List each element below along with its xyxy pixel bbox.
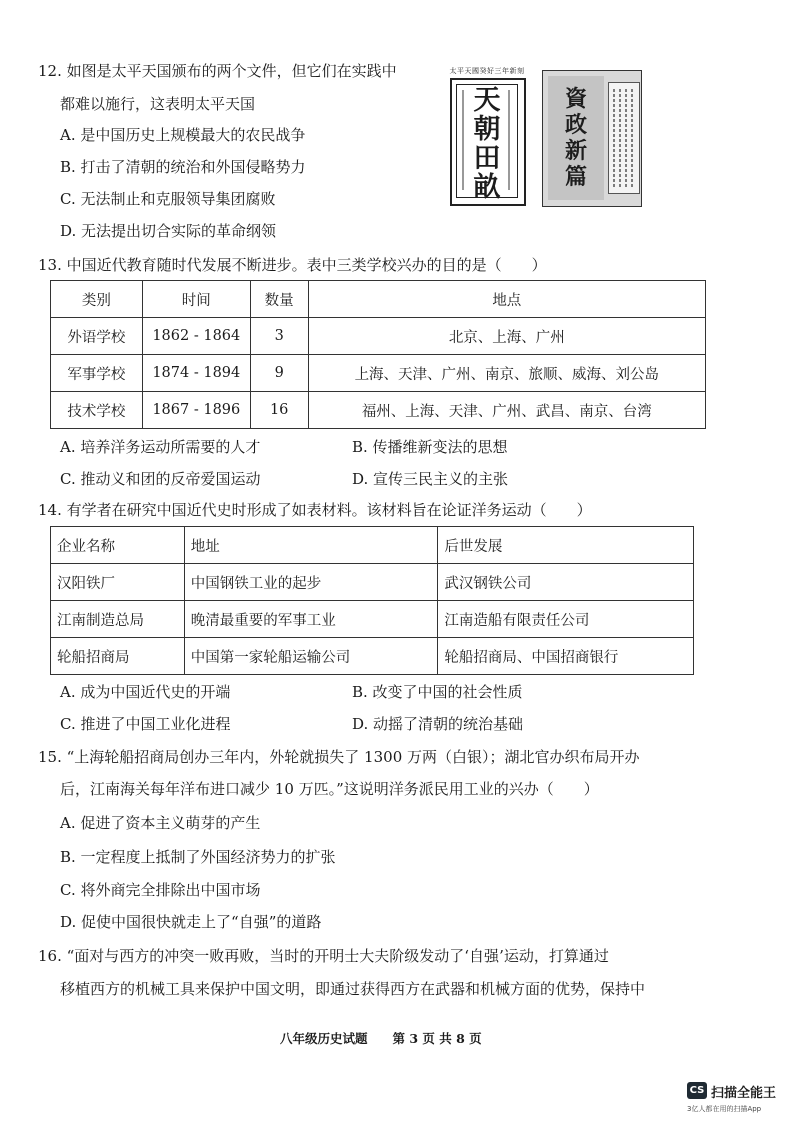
doc1-char: 田 [473, 143, 501, 174]
page-footer: 八年级历史试题 第 3 页 共 8 页 [280, 1031, 482, 1046]
doc1-header: 太平天國癸好三年新刻 [449, 67, 525, 75]
q14-option-b: B. 改变了中国的社会性质 [352, 683, 523, 701]
q14-option-d: D. 动摇了清朝的统治基础 [352, 715, 524, 733]
doc1-char: 畝 [473, 172, 501, 203]
table-cell: 江南造船有限责任公司 [438, 601, 694, 638]
table-header-cell: 数量 [250, 281, 308, 318]
table-header-cell: 地址 [184, 527, 438, 564]
table-header-row [51, 281, 706, 318]
table-row [51, 564, 694, 601]
table-cell: 武汉钢铁公司 [438, 564, 694, 601]
doc2-char: 篇 [564, 164, 587, 190]
table-cell: 福州、上海、天津、广州、武昌、南京、台湾 [308, 392, 705, 429]
doc1-side-strip [504, 90, 514, 190]
table-cell: 北京、上海、广州 [308, 318, 705, 355]
doc2-text-page [608, 82, 640, 194]
table-cell: 中国钢铁工业的起步 [184, 564, 438, 601]
doc1-char: 天 [473, 85, 501, 116]
table-header-cell: 地点 [308, 281, 705, 318]
q12-option-c: C. 无法制止和克服领导集团腐败 [60, 190, 276, 208]
q15-option-c: C. 将外商完全排除出中国市场 [60, 881, 261, 899]
q15-option-b: B. 一定程度上抵制了外国经济势力的扩张 [60, 848, 336, 866]
q14-option-a: A. 成为中国近代史的开端 [60, 683, 231, 701]
q13-table [50, 280, 706, 429]
q15-option-a: A. 促进了资本主义萌芽的产生 [60, 814, 261, 832]
table-cell: 1874 - 1894 [142, 355, 250, 392]
table-cell: 晚清最重要的军事工业 [184, 601, 438, 638]
doc1-char: 朝 [473, 114, 501, 145]
q15-stem-line1: 15. “上海轮船招商局创办三年内，外轮就损失了 1300 万两（白银）；湖北官办织布局开办 [38, 748, 640, 766]
table-cell: 江南制造总局 [51, 601, 185, 638]
table-header-cell: 时间 [142, 281, 250, 318]
table-header-cell: 企业名称 [51, 527, 185, 564]
q12-stem-line1: 12. 如图是太平天国颁布的两个文件，但它们在实践中 [38, 62, 397, 80]
q13-option-c: C. 推动义和团的反帝爱国运动 [60, 470, 261, 488]
table-cell: 16 [250, 392, 308, 429]
table-row [51, 392, 706, 429]
table-header-cell: 类别 [51, 281, 143, 318]
q15-stem-line2: 后，江南海关每年洋布进口减少 10 万匹。”这说明洋务派民用工业的兴办（ ） [60, 780, 599, 798]
q13-option-d: D. 宣传三民主义的主张 [352, 470, 509, 488]
watermark-name: 扫描全能王 [711, 1086, 777, 1101]
table-cell: 军事学校 [51, 355, 143, 392]
table-row [51, 355, 706, 392]
table-row [51, 318, 706, 355]
q16-stem-line2: 移植西方的机械工具来保护中国文明，即通过获得西方在武器和机械方面的优势，保持中 [60, 980, 646, 998]
q12-option-a: A. 是中国历史上规模最大的农民战争 [60, 126, 306, 144]
q12-option-b: B. 打击了清朝的统治和外国侵略势力 [60, 158, 306, 176]
q12-stem-line2: 都难以施行，这表明太平天国 [60, 95, 256, 113]
q15-option-d: D. 促使中国很快就走上了“自强”的道路 [60, 913, 322, 931]
table-cell: 汉阳铁厂 [51, 564, 185, 601]
doc1-side-strip-left [458, 90, 468, 190]
table-cell: 技术学校 [51, 392, 143, 429]
table-header-row [51, 527, 694, 564]
q14-stem: 14. 有学者在研究中国近代史时形成了如表材料。该材料旨在论证洋务运动（ ） [38, 501, 592, 519]
q12-figure [444, 60, 644, 210]
q13-stem: 13. 中国近代教育随时代发展不断进步。表中三类学校兴办的目的是（ ） [38, 256, 547, 274]
table-cell: 中国第一家轮船运输公司 [184, 638, 438, 675]
doc2-title [558, 86, 594, 190]
table-cell: 轮船招商局 [51, 638, 185, 675]
watermark-tagline: 3亿人都在用的扫描App [687, 1105, 762, 1113]
q13-option-b: B. 传播维新变法的思想 [352, 438, 508, 456]
q14-option-c: C. 推进了中国工业化进程 [60, 715, 231, 733]
table-cell: 上海、天津、广州、南京、旅顺、威海、刘公岛 [308, 355, 705, 392]
table-row [51, 638, 694, 675]
table-cell: 1867 - 1896 [142, 392, 250, 429]
doc2-char: 資 [564, 86, 587, 112]
table-cell: 轮船招商局、中国招商银行 [438, 638, 694, 675]
q14-table [50, 526, 694, 675]
table-cell: 9 [250, 355, 308, 392]
table-cell: 3 [250, 318, 308, 355]
table-cell: 外语学校 [51, 318, 143, 355]
table-header-cell: 后世发展 [438, 527, 694, 564]
q16-stem-line1: 16. “面对与西方的冲突一败再败，当时的开明士大夫阶级发动了‘自强’运动，打算通过 [38, 947, 609, 965]
doc1-title [472, 86, 502, 202]
q13-option-a: A. 培养洋务运动所需要的人才 [60, 438, 261, 456]
doc2-char: 政 [564, 112, 587, 138]
camscanner-logo-icon: CS [687, 1082, 707, 1099]
table-row [51, 601, 694, 638]
table-cell: 1862 - 1864 [142, 318, 250, 355]
q12-option-d: D. 无法提出切合实际的革命纲领 [60, 222, 277, 240]
doc2-char: 新 [564, 138, 587, 164]
